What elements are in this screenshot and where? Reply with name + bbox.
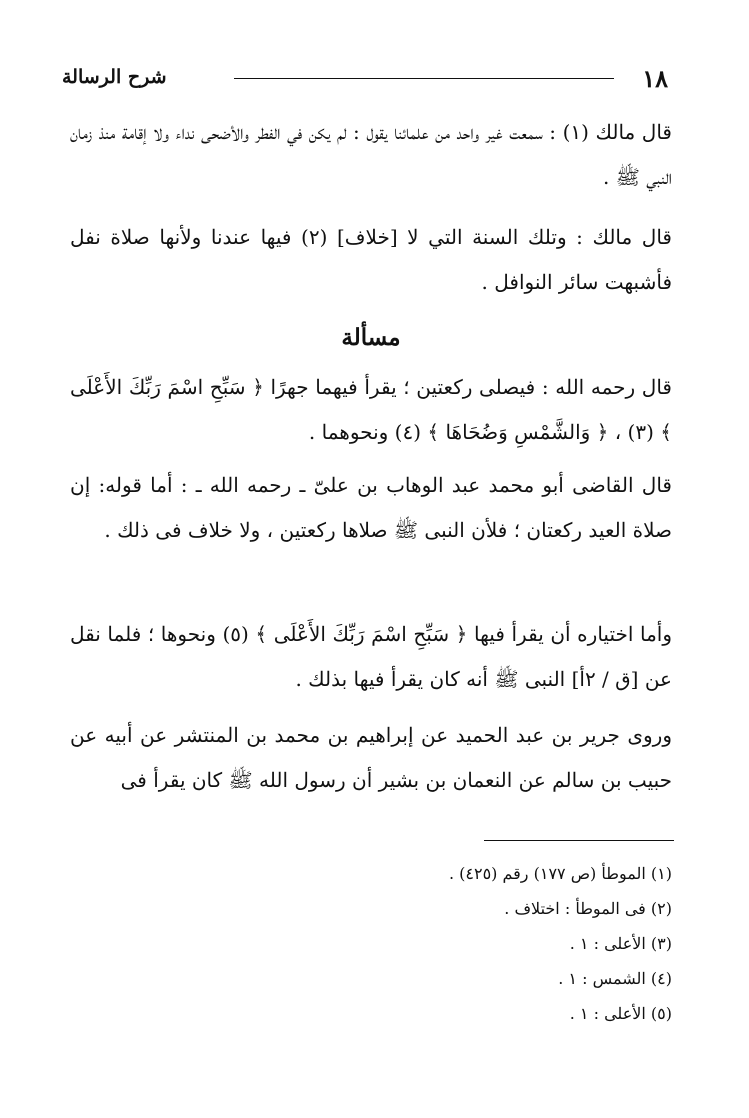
footnote: (٢) فى الموطأ : اختلاف .	[504, 899, 672, 918]
body-paragraph: قال مالك (١) : سمعت غير واحد من علمائنا يقول : لم يكن في الفطر والأضحى نداء ولا إقامة منذ زمان النبي ﷺ .	[70, 120, 672, 189]
footnote: (٣) الأعلى : ١ .	[569, 934, 672, 953]
body-paragraph: وروى جرير بن عبد الحميد عن إبراهيم بن محمد بن المنتشر عن أبيه عن حبيب بن سالم عن النعمان بن بشير أن رسول الله ﷺ كان يقرأ فى	[70, 723, 672, 792]
footnote-separator	[484, 840, 674, 841]
footnotes-list	[70, 856, 672, 1031]
body-paragraph: وأما اختياره أن يقرأ فيها ﴿ سَبِّحِ اسْمَ رَبِّكَ الأَعْلَى ﴾ (٥) ونحوها ؛ فلما نقل عن [ق / ٢أ] النبى ﷺ أنه كان يقرأ فيها بذلك .	[70, 622, 673, 691]
footnote: (١) الموطأ (ص ١٧٧) رقم (٤٢٥) .	[448, 864, 672, 883]
running-title: شرح الرسالة	[62, 66, 167, 88]
section-heading: مسألة	[341, 324, 401, 351]
page-number: ١٨	[642, 64, 668, 93]
footnote: (٤) الشمس : ١ .	[558, 969, 672, 988]
body-paragraph: قال مالك : وتلك السنة التي لا [خلاف] (٢) فيها عندنا ولأنها صلاة نفل فأشبهت سائر النوافل .	[70, 225, 672, 294]
page-header	[62, 62, 678, 98]
footnote: (٥) الأعلى : ١ .	[569, 1004, 672, 1023]
body-paragraph: قال رحمه الله : فيصلى ركعتين ؛ يقرأ فيهما جهرًا ﴿ سَبِّحِ اسْمَ رَبِّكَ الأَعْلَى ﴾ (٣) ، ﴿ وَالشَّمْسِ وَضُحَاهَا ﴾ (٤) ونحوهما .	[70, 375, 672, 444]
header-rule	[234, 78, 614, 79]
body-paragraph: قال القاضى أبو محمد عبد الوهاب بن علىّ ـ رحمه الله ـ : أما قوله: إن صلاة العيد ركعتان ؛ فلأن النبى ﷺ صلاها ركعتين ، ولا خلاف فى ذلك .	[70, 473, 672, 542]
